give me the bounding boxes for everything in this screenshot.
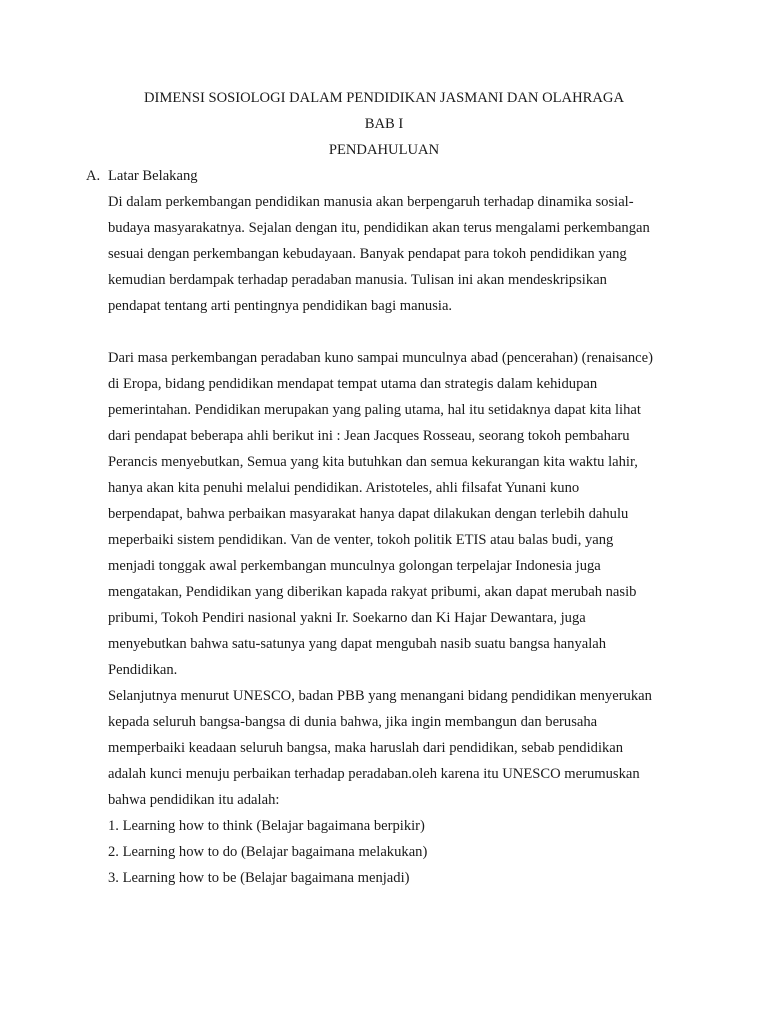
paragraph-line: kemudian berdampak terhadap peradaban manusia. Tulisan ini akan mendeskripsikan (108, 272, 607, 288)
paragraph-line: Dari masa perkembangan peradaban kuno sampai munculnya abad (pencerahan) (renaisance) (108, 350, 653, 366)
paragraph-line: hanya akan kita penuhi melalui pendidikan. Aristoteles, ahli filsafat Yunani kuno (108, 480, 580, 496)
paragraph-line: sesuai dengan perkembangan kebudayaan. Banyak pendapat para tokoh pendidikan yang (108, 246, 627, 262)
paragraph-line: menyebutkan bahwa satu-satunya yang dapat mengubah nasib suatu bangsa hanyalah (108, 636, 607, 652)
chapter-number: BAB I (364, 116, 404, 132)
paragraph-line: memperbaiki keadaan seluruh bangsa, maka haruslah dari pendidikan, sebab pendidikan (108, 740, 624, 756)
list-item: 3. Learning how to be (Belajar bagaimana menjadi) (108, 870, 410, 886)
paragraph-line: dari pendapat beberapa ahli berikut ini : Jean Jacques Rosseau, seorang tokoh pembaharu (108, 428, 630, 444)
paragraph-line: pendapat tentang arti pentingnya pendidikan bagi manusia. (108, 298, 453, 314)
paragraph-line: mengatakan, Pendidikan yang diberikan kapada rakyat pribumi, akan dapat merubah nasib (108, 584, 637, 600)
chapter-title: PENDAHULUAN (328, 142, 440, 158)
paragraph-line: bahwa pendidikan itu adalah: (108, 792, 280, 808)
paragraph-line: Selanjutnya menurut UNESCO, badan PBB yang menangani bidang pendidikan menyerukan (108, 688, 652, 704)
paragraph-line: di Eropa, bidang pendidikan mendapat tempat utama dan strategis dalam kehidupan (108, 376, 598, 392)
paragraph-line: pemerintahan. Pendidikan merupakan yang paling utama, hal itu setidaknya dapat kita lihat (108, 402, 641, 418)
list-item: 2. Learning how to do (Belajar bagaimana melakukan) (108, 844, 428, 860)
paragraph-line: kepada seluruh bangsa-bangsa di dunia bahwa, jika ingin membangun dan berusaha (108, 714, 598, 730)
paragraph-line: budaya masyarakatnya. Sejalan dengan itu, pendidikan akan terus mengalami perkembangan (108, 220, 650, 236)
section-heading: Latar Belakang (108, 168, 198, 184)
paragraph-line: meperbaiki sistem pendidikan. Van de venter, tokoh politik ETIS atau balas budi, yang (108, 532, 614, 548)
paragraph-line: Di dalam perkembangan pendidikan manusia akan berpengaruh terhadap dinamika sosial- (108, 194, 634, 210)
list-item: 1. Learning how to think (Belajar bagaimana berpikir) (108, 818, 425, 834)
paragraph-line: pribumi, Tokoh Pendiri nasional yakni Ir. Soekarno dan Ki Hajar Dewantara, juga (108, 610, 586, 626)
paragraph-line: Pendidikan. (108, 662, 178, 678)
paragraph-line: Perancis menyebutkan, Semua yang kita butuhkan dan semua kekurangan kita waktu lahir, (108, 454, 638, 470)
document-title: DIMENSI SOSIOLOGI DALAM PENDIDIKAN JASMANI DAN OLAHRAGA (144, 90, 624, 106)
paragraph-line: adalah kunci menuju perbaikan terhadap peradaban.oleh karena itu UNESCO merumuskan (108, 766, 640, 782)
paragraph-line: menjadi tonggak awal perkembangan munculnya golongan terpelajar Indonesia juga (108, 558, 601, 574)
section-marker: A. (86, 168, 101, 184)
paragraph-line: berpendapat, bahwa perbaikan masyarakat hanya dapat dilakukan dengan terlebih dahulu (108, 506, 629, 522)
